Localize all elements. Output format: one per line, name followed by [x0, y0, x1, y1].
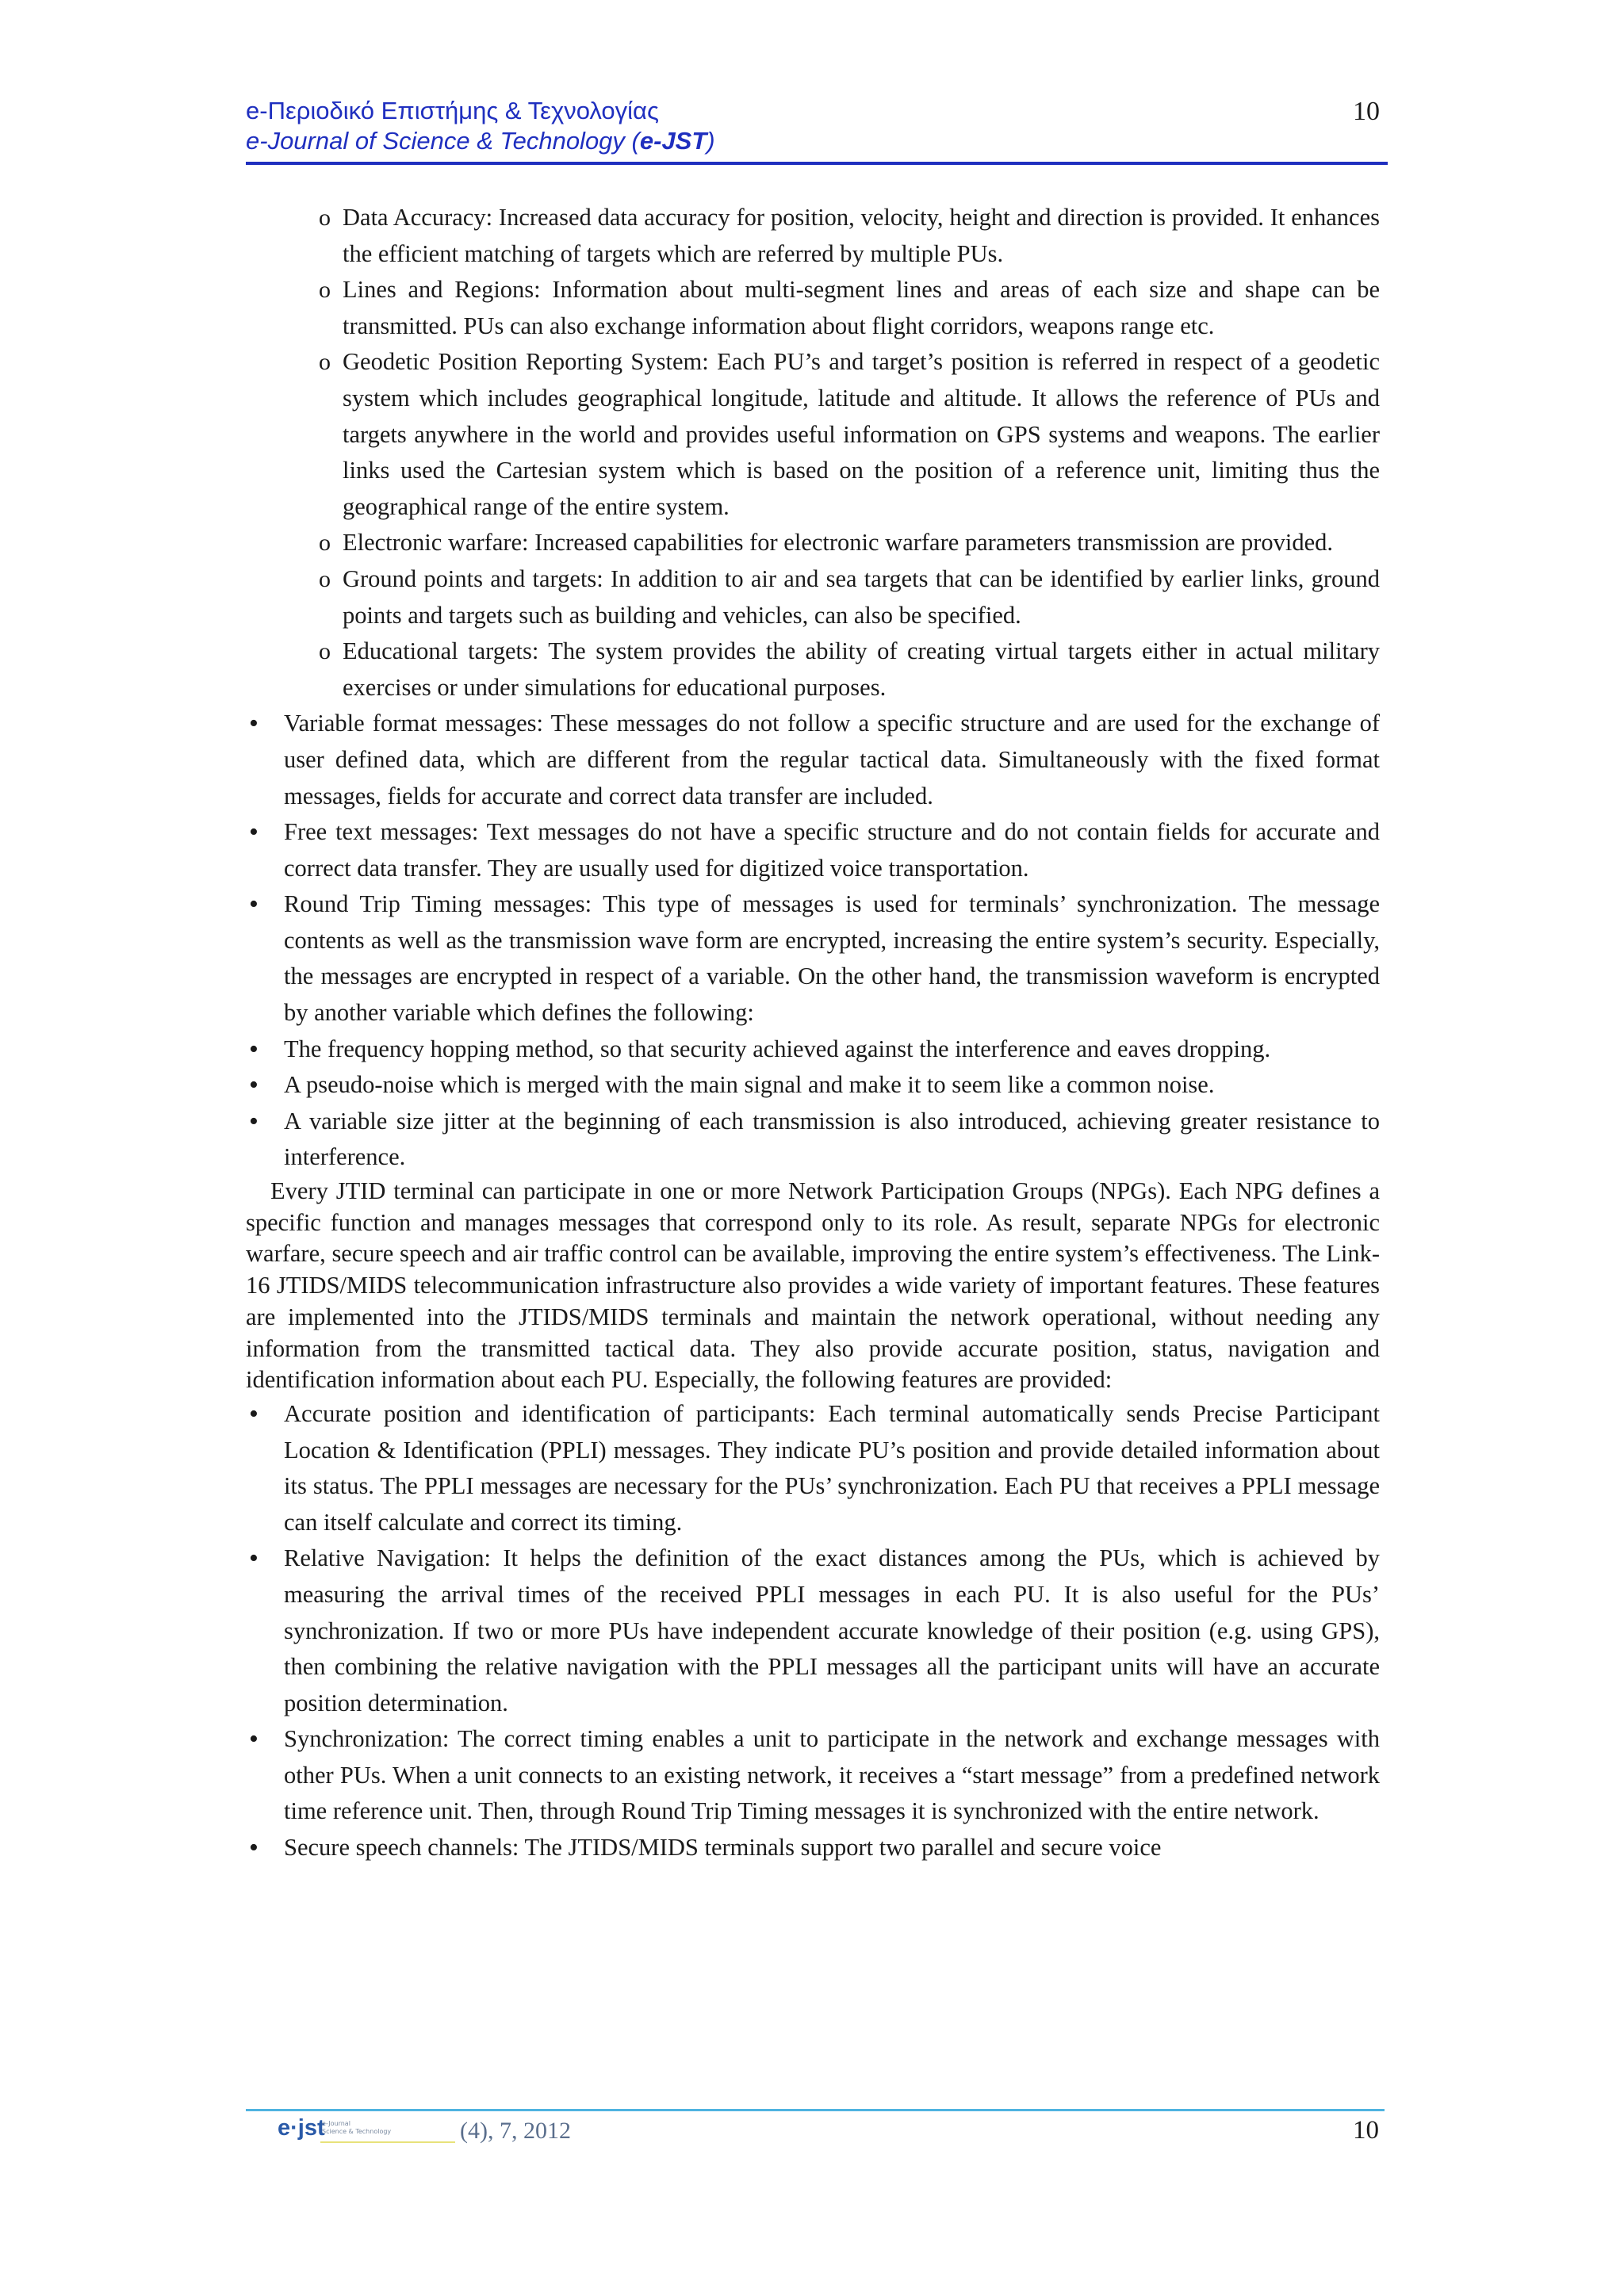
journal-title-prefix: e-Journal of Science & Technology (	[246, 127, 640, 155]
list-item	[246, 344, 1380, 525]
logo-underline	[320, 2141, 455, 2143]
list-item	[246, 561, 1380, 633]
bullet-icon: •	[249, 890, 259, 920]
footer-page-number: 10	[1353, 2116, 1379, 2145]
list-item-text: Relative Navigation: It helps the definition of the exact distances among the PUs, which is achieved by measuring the arrival times of the received PPLI messages in each PU. It is also useful for the PUs’ synchronization. If two or more PUs have independent accurate knowledge of their position (e.g. using GPS), then combining the relative navigation with the PPLI messages all the participant units will have an accurate position determination.	[284, 1544, 1380, 1716]
bullet-icon: •	[249, 1724, 259, 1755]
journal-logo	[278, 2115, 458, 2149]
list-item	[246, 1396, 1380, 1540]
bullet-icon: •	[249, 1399, 259, 1429]
bullet-icon: •	[249, 1544, 259, 1574]
list-item	[246, 525, 1380, 561]
circle-bullet-icon: o	[319, 530, 331, 557]
list-item	[246, 272, 1380, 344]
list-item-text: Free text messages: Text messages do not have a specific structure and do not contain fields for accurate and correct data transfer. They are usually used for digitized voice transportation.	[284, 818, 1380, 882]
circle-bullet-icon: o	[319, 638, 331, 665]
list-item-text: Ground points and targets: In addition to air and sea targets that can be identified by earlier links, ground points and targets such as building and vehicles, can also be specified.	[343, 564, 1380, 629]
bullet-icon: •	[249, 1106, 259, 1136]
logo-text-line: Science & Technology	[322, 2128, 392, 2135]
bullet-icon: •	[249, 1070, 259, 1100]
bullet-icon: •	[249, 1833, 259, 1863]
list-item	[246, 1104, 1380, 1176]
sub-item-list	[246, 200, 1380, 706]
circle-bullet-icon: o	[319, 205, 331, 231]
list-item-text: Synchronization: The correct timing enables a unit to participate in the network and exchange messages with other PUs. When a unit connects to an existing network, it receives a “start message” from a predefined network time reference unit. Then, through Round Trip Timing messages it is synchronized with the entire network.	[284, 1725, 1380, 1825]
bullet-icon: •	[249, 817, 259, 848]
circle-bullet-icon: o	[319, 349, 331, 376]
list-item	[246, 814, 1380, 886]
article-body	[246, 200, 1380, 1866]
journal-abbreviation: e-JST	[639, 127, 707, 155]
list-item	[246, 886, 1380, 1031]
list-item	[246, 1721, 1380, 1830]
list-item-text: Variable format messages: These messages do not follow a specific structure and are used for the exchange of user defined data, which are different from the regular tactical data. Simultaneously with the fixed format messages, fields for accurate and correct data transfer are included.	[284, 710, 1380, 809]
bullet-icon: •	[249, 709, 259, 739]
list-item-text: A pseudo-noise which is merged with the main signal and make it to seem like a common noise.	[284, 1071, 1215, 1099]
header-page-number: 10	[1353, 97, 1380, 126]
list-item	[246, 1031, 1380, 1068]
list-item-text: Data Accuracy: Increased data accuracy for position, velocity, height and direction is provided. It enhances the efficient matching of targets which are referred by multiple PUs.	[343, 204, 1380, 267]
list-item-text: Secure speech channels: The JTIDS/MIDS terminals support two parallel and secure voice	[284, 1834, 1162, 1862]
feature-list	[246, 1396, 1380, 1866]
bullet-icon: •	[249, 1034, 259, 1064]
logo-mark: e·jst	[278, 2115, 325, 2141]
page-header	[246, 94, 1388, 165]
issue-info: (4), 7, 2012	[460, 2118, 571, 2144]
list-item	[246, 200, 1380, 272]
circle-bullet-icon: o	[319, 565, 331, 592]
logo-text	[322, 2120, 401, 2136]
journal-title-english	[246, 127, 715, 155]
journal-title-greek: e-Περιοδικό Επιστήμης & Τεχνολογίας	[246, 97, 659, 124]
circle-bullet-icon: o	[319, 277, 331, 304]
header-divider	[246, 162, 1388, 165]
message-type-list	[246, 706, 1380, 1176]
journal-title-suffix: )	[707, 127, 715, 155]
list-item	[246, 1540, 1380, 1721]
list-item	[246, 1067, 1380, 1104]
list-item	[246, 1830, 1380, 1866]
logo-text-line: e-Journal	[322, 2120, 350, 2127]
list-item-text: Educational targets: The system provides the ability of creating virtual targets either in actual military exercises or under simulations for educational purposes.	[343, 637, 1380, 701]
body-paragraph: Every JTID terminal can participate in one or more Network Participation Groups (NPGs). Each NPG defines a specific function and manages messages that correspond only to its role. As result, separate NPGs for electronic warfare, secure speech and air traffic control can be available, improving the entire system’s effectiveness. The Link-16 JTIDS/MIDS telecommunication infrastructure also provides a wide variety of important features. These features are implemented into the JTIDS/MIDS terminals and maintain the network operational, without needing any information from the transmitted tactical data. They also provide accurate position, status, navigation and identification information about each PU. Especially, the following features are provided:	[246, 1177, 1380, 1394]
list-item-text: A variable size jitter at the beginning of each transmission is also introduced, achieving greater resistance to interference.	[284, 1107, 1380, 1171]
list-item-text: Round Trip Timing messages: This type of messages is used for terminals’ synchronization. The message contents as well as the transmission wave form are encrypted, increasing the entire system’s security. Especially, the messages are encrypted in respect of a variable. On the other hand, the transmission waveform is encrypted by another variable which defines the following:	[284, 890, 1380, 1027]
list-item	[246, 706, 1380, 814]
list-item-text: Accurate position and identification of participants: Each terminal automatically sends Precise Participant Location & Identification (PPLI) messages. They indicate PU’s position and provide detailed information about its status. The PPLI messages are necessary for the PUs’ synchronization. Each PU that receives a PPLI message can itself calculate and correct its timing.	[284, 1399, 1380, 1536]
list-item-text: Electronic warfare: Increased capabilities for electronic warfare parameters transmission are provided.	[343, 529, 1334, 557]
list-item-text: Lines and Regions: Information about multi-segment lines and areas of each size and shape can be transmitted. PUs can also exchange information about flight corridors, weapons range etc.	[343, 276, 1380, 339]
list-item-text: Geodetic Position Reporting System: Each PU’s and target’s position is referred in respect of a geodetic system which includes geographical longitude, latitude and altitude. It allows the reference of PUs and targets anywhere in the world and provides useful information on GPS systems and weapons. The earlier links used the Cartesian system which is based on the position of a reference unit, limiting thus the geographical range of the entire system.	[343, 348, 1380, 520]
list-item-text: The frequency hopping method, so that security achieved against the interference and eaves dropping.	[284, 1035, 1271, 1062]
list-item	[246, 633, 1380, 706]
footer-divider	[246, 2109, 1385, 2111]
